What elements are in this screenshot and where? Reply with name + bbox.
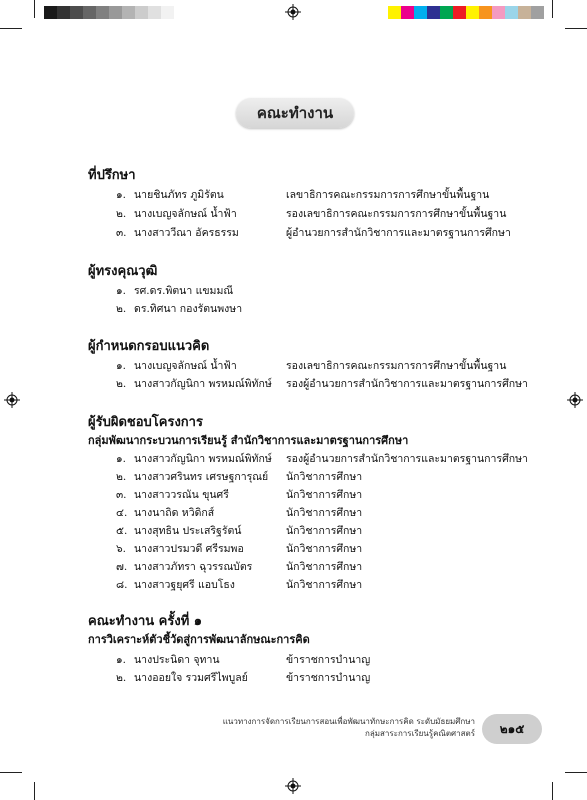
- list-item: [116, 486, 362, 503]
- list-item: [116, 468, 362, 485]
- crop-mark: [0, 28, 22, 29]
- item-role: นักวิชาการศึกษา: [286, 579, 363, 591]
- item-role: นักวิชาการศึกษา: [286, 489, 363, 501]
- item-role: รองเลขาธิการคณะกรรมการการศึกษาขั้นพื้นฐาน: [286, 208, 507, 220]
- item-name: รศ.ดร.พิตนา แขมมณี: [134, 285, 234, 297]
- footer-subject: กลุ่มสาระการเรียนรู้คณิตศาสตร์: [364, 729, 475, 738]
- section-heading-experts: ผู้ทรงคุณวุฒิ: [88, 264, 158, 279]
- crop-mark: [34, 0, 35, 18]
- calibration-swatch: [518, 6, 531, 19]
- item-number: ๑.: [116, 360, 127, 372]
- item-name: นางสาวกัญนิกา พรหมณ์พิทักษ์: [134, 378, 272, 390]
- item-name: นางสาวศรินทร เศรษฐการุณย์: [134, 471, 269, 483]
- calibration-swatch: [479, 6, 492, 19]
- item-role: นักวิชาการศึกษา: [286, 471, 363, 483]
- list-item: [116, 558, 362, 575]
- item-number: ๖.: [116, 543, 127, 555]
- list-item: [116, 669, 370, 686]
- list-item: [116, 282, 286, 299]
- list-item: [116, 504, 362, 521]
- item-name: นางเบญจลักษณ์ น้ำฟ้า: [134, 360, 237, 372]
- item-role: ข้าราชการบำนาญ: [286, 654, 371, 666]
- calibration-swatch: [57, 6, 70, 19]
- item-role: ข้าราชการบำนาญ: [286, 672, 371, 684]
- item-role: นักวิชาการศึกษา: [286, 525, 363, 537]
- calibration-swatch: [505, 6, 518, 19]
- item-number: ๕.: [116, 525, 128, 537]
- calibration-swatch: [122, 6, 135, 19]
- list-item: [116, 224, 511, 241]
- item-number: ๒.: [116, 672, 127, 684]
- item-number: ๘.: [116, 579, 128, 591]
- section-heading-advisors: ที่ปรึกษา: [88, 168, 136, 183]
- calibration-swatch: [453, 6, 466, 19]
- crop-mark: [34, 782, 35, 800]
- item-number: ๒.: [116, 208, 127, 220]
- item-name: นางออยใจ รวมศรีไพบูลย์: [134, 672, 248, 684]
- item-number: ๒.: [116, 378, 127, 390]
- list-item: [116, 186, 489, 203]
- crop-mark: [565, 28, 587, 29]
- item-name: นางเบญจลักษณ์ น้ำฟ้า: [134, 208, 237, 220]
- registration-mark-icon: [4, 392, 20, 408]
- item-number: ๗.: [116, 561, 128, 573]
- section-heading-framework: ผู้กำหนดกรอบแนวคิด: [88, 339, 210, 354]
- calibration-swatch: [531, 6, 544, 19]
- footer-book-title: แนวทางการจัดการเรียนการสอนเพื่อพัฒนาทักษะการคิด ระดับมัธยมศึกษา: [222, 717, 475, 726]
- list-item: [116, 540, 362, 557]
- item-name: นางสุทธิน ประเสริฐรัตน์: [134, 525, 242, 537]
- registration-mark-icon: [285, 778, 301, 794]
- item-number: ๒.: [116, 471, 127, 483]
- item-role: รองเลขาธิการคณะกรรมการการศึกษาขั้นพื้นฐาน: [286, 360, 507, 372]
- page-footer: [223, 716, 475, 740]
- item-name: นางสาวภัทรา ฉุวรรณบัตร: [134, 561, 253, 573]
- item-role: รองผู้อำนวยการสำนักวิชาการและมาตรฐานการศึกษา: [286, 453, 528, 465]
- calibration-swatch: [401, 6, 414, 19]
- crop-mark: [565, 772, 587, 773]
- list-item: [116, 576, 362, 593]
- item-name: นางสาววีณา อัครธรรม: [134, 227, 239, 239]
- calibration-swatch: [96, 6, 109, 19]
- page-title: คณะทำงาน: [236, 98, 354, 128]
- list-item: [116, 300, 286, 317]
- item-number: ๑.: [116, 453, 127, 465]
- item-number: ๒.: [116, 303, 127, 315]
- calibration-swatch: [83, 6, 96, 19]
- item-role: รองผู้อำนวยการสำนักวิชาการและมาตรฐานการศึกษา: [286, 378, 528, 390]
- calibration-swatch: [492, 6, 505, 19]
- color-calibration-bar: [388, 0, 548, 20]
- registration-mark-icon: [285, 4, 301, 20]
- calibration-swatch: [135, 6, 148, 19]
- list-item: [116, 651, 370, 668]
- item-role: นักวิชาการศึกษา: [286, 507, 363, 519]
- calibration-swatch: [414, 6, 427, 19]
- section-heading-working-group: คณะทำงาน ครั้งที่ ๑: [88, 614, 203, 629]
- calibration-swatch: [70, 6, 83, 19]
- item-role: เลขาธิการคณะกรรมการการศึกษาขั้นพื้นฐาน: [286, 189, 490, 201]
- item-number: ๓.: [116, 227, 127, 239]
- list-item: [116, 375, 528, 392]
- section-subheading: กลุ่มพัฒนากระบวนการเรียนรู้ สำนักวิชาการและมาตรฐานการศึกษา: [88, 434, 409, 447]
- crop-mark: [552, 0, 553, 18]
- item-name: นางสาวปรมวดี ศรีรมพอ: [134, 543, 244, 555]
- page-number: ๒๑๕: [482, 714, 542, 744]
- list-item: [116, 450, 528, 467]
- item-name: นางสาววรณัน ขุนศรี: [134, 489, 229, 501]
- item-name: นางประนิดา จุทาน: [134, 654, 220, 666]
- item-name: นางสาวฐยุศรี แอบโธง: [134, 579, 235, 591]
- section-heading-project: ผู้รับผิดชอบโครงการ: [88, 415, 203, 430]
- item-name: นางสาวกัญนิกา พรหมณ์พิทักษ์: [134, 453, 272, 465]
- crop-mark: [0, 772, 22, 773]
- item-number: ๑.: [116, 654, 127, 666]
- item-name: นางนาถิด หวิดิกส์: [134, 507, 215, 519]
- registration-mark-icon: [567, 392, 583, 408]
- calibration-swatch: [44, 6, 57, 19]
- item-number: ๔.: [116, 507, 128, 519]
- crop-mark: [552, 782, 553, 800]
- calibration-swatch: [109, 6, 122, 19]
- item-role: ผู้อำนวยการสำนักวิชาการและมาตรฐานการศึกษา: [286, 227, 511, 239]
- list-item: [116, 522, 362, 539]
- item-role: นักวิชาการศึกษา: [286, 543, 363, 555]
- item-number: ๑.: [116, 285, 127, 297]
- calibration-swatch: [427, 6, 440, 19]
- item-name: ดร.ทิศนา กองรัตนพงษา: [134, 303, 243, 315]
- gray-calibration-bar: [44, 0, 174, 20]
- item-role: นักวิชาการศึกษา: [286, 561, 363, 573]
- calibration-swatch: [466, 6, 479, 19]
- list-item: [116, 357, 506, 374]
- list-item: [116, 205, 506, 222]
- item-number: ๑.: [116, 189, 127, 201]
- calibration-swatch: [161, 6, 174, 19]
- calibration-swatch: [148, 6, 161, 19]
- section-subheading: การวิเคราะห์ตัวชี้วัดสู่การพัฒนาลักษณะการคิด: [88, 633, 310, 646]
- calibration-swatch: [388, 6, 401, 19]
- item-number: ๓.: [116, 489, 127, 501]
- calibration-swatch: [440, 6, 453, 19]
- item-name: นายชินภัทร ภูมิรัตน: [134, 189, 224, 201]
